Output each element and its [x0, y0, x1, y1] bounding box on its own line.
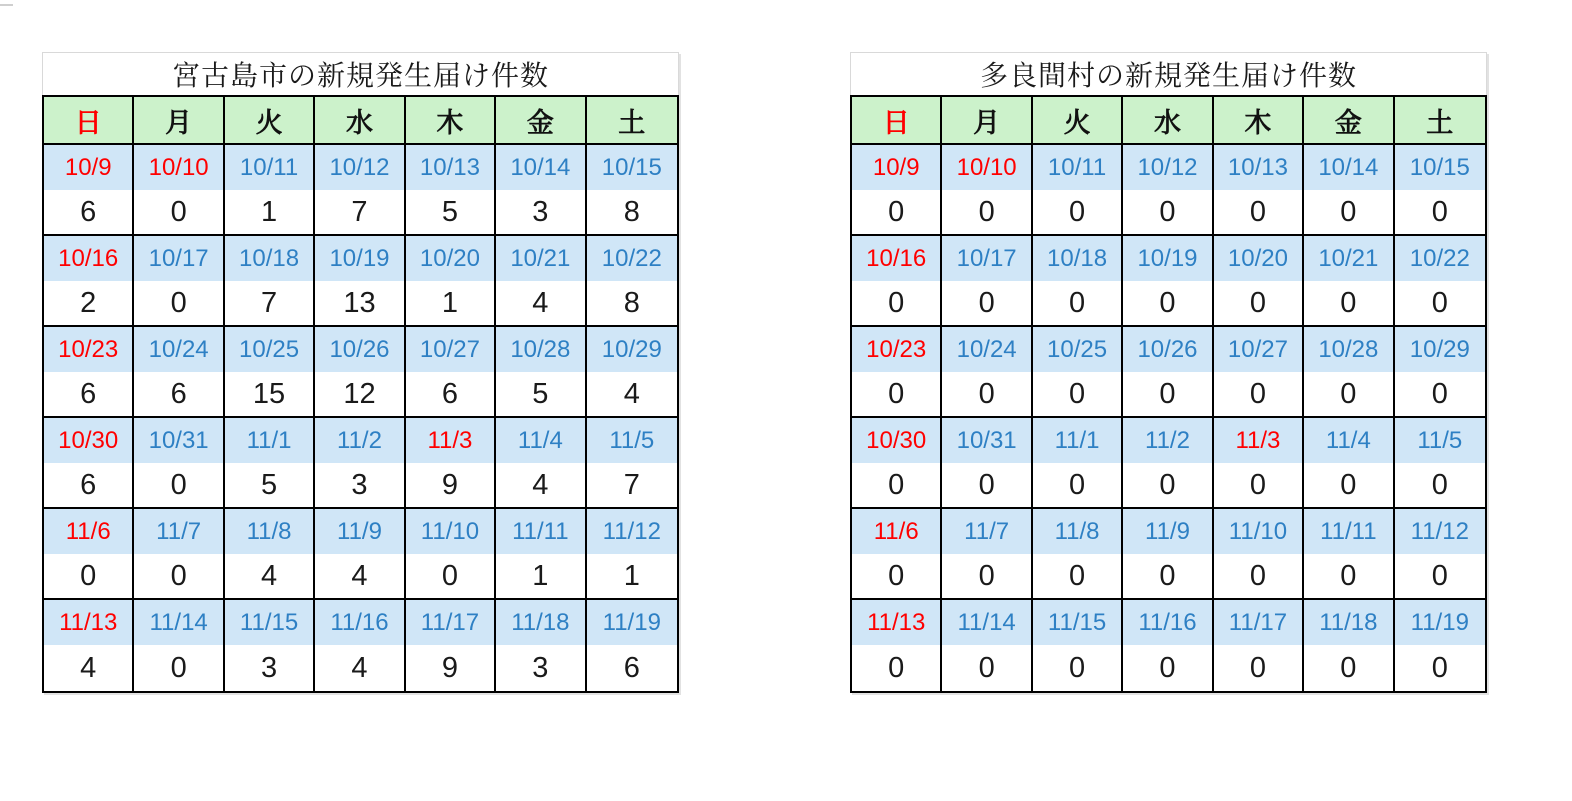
date-cell-10-9: 10/9 — [44, 145, 134, 190]
weekday-header-thu: 木 — [406, 97, 496, 145]
weekday-header-mon: 月 — [134, 97, 224, 145]
weekday-header-fri: 金 — [1304, 97, 1394, 145]
date-cell-11-19: 11/19 — [587, 600, 677, 645]
count-cell-10-11: 1 — [225, 190, 315, 236]
date-cell-11-10: 11/10 — [1214, 509, 1304, 554]
count-cell-11-13: 0 — [852, 645, 942, 691]
date-cell-11-12: 11/12 — [587, 509, 677, 554]
count-cell-10-25: 15 — [225, 372, 315, 418]
count-cell-10-14: 0 — [1304, 190, 1394, 236]
count-cell-11-8: 0 — [1033, 554, 1123, 600]
count-cell-10-20: 1 — [406, 281, 496, 327]
date-cell-10-26: 10/26 — [315, 327, 405, 372]
count-cell-10-14: 3 — [496, 190, 586, 236]
date-cell-11-16: 11/16 — [315, 600, 405, 645]
count-cell-11-5: 0 — [1395, 463, 1485, 509]
calendar-grid-tarama — [850, 95, 1487, 693]
date-cell-11-4: 11/4 — [496, 418, 586, 463]
count-cell-10-12: 7 — [315, 190, 405, 236]
date-cell-11-10: 11/10 — [406, 509, 496, 554]
date-cell-10-31: 10/31 — [942, 418, 1032, 463]
count-cell-10-30: 0 — [852, 463, 942, 509]
count-cell-11-7: 0 — [942, 554, 1032, 600]
count-cell-10-31: 0 — [134, 463, 224, 509]
date-cell-11-17: 11/17 — [406, 600, 496, 645]
count-cell-11-1: 0 — [1033, 463, 1123, 509]
date-cell-11-1: 11/1 — [1033, 418, 1123, 463]
date-cell-10-12: 10/12 — [315, 145, 405, 190]
count-cell-10-30: 6 — [44, 463, 134, 509]
count-cell-10-23: 0 — [852, 372, 942, 418]
count-cell-11-13: 4 — [44, 645, 134, 691]
count-cell-11-19: 6 — [623, 651, 640, 684]
weekday-header-mon: 月 — [942, 97, 1032, 145]
count-cell-10-29: 0 — [1395, 372, 1485, 418]
count-cell-10-17: 0 — [134, 281, 224, 327]
weekday-header-thu: 木 — [1214, 97, 1304, 145]
date-cell-11-18: 11/18 — [496, 600, 586, 645]
count-cell-11-14: 0 — [942, 645, 1032, 691]
date-cell-10-25: 10/25 — [225, 327, 315, 372]
date-cell-10-18: 10/18 — [1033, 236, 1123, 281]
date-cell-11-14: 11/14 — [134, 600, 224, 645]
calendar-table-miyakojima — [42, 52, 679, 693]
count-cell-10-16: 2 — [44, 281, 134, 327]
date-cell-11-7: 11/7 — [134, 509, 224, 554]
count-cell-10-19: 13 — [315, 281, 405, 327]
date-cell-11-11: 11/11 — [1304, 509, 1394, 554]
date-cell-11-8: 11/8 — [225, 509, 315, 554]
count-cell-11-16: 4 — [315, 645, 405, 691]
count-cell-10-10: 0 — [942, 190, 1032, 236]
count-cell-10-13: 5 — [406, 190, 496, 236]
count-cell-10-18: 0 — [1033, 281, 1123, 327]
count-cell-11-11: 1 — [496, 554, 586, 600]
count-cell-11-7: 0 — [134, 554, 224, 600]
count-cell-10-22: 8 — [587, 281, 677, 327]
date-cell-11-13: 11/13 — [44, 600, 134, 645]
count-cell-10-23: 6 — [44, 372, 134, 418]
date-cell-10-17: 10/17 — [942, 236, 1032, 281]
date-cell-10-22: 10/22 — [1395, 236, 1485, 281]
count-cell-10-10: 0 — [134, 190, 224, 236]
count-cell-10-15: 8 — [587, 190, 677, 236]
count-cell-10-26: 12 — [315, 372, 405, 418]
weekday-header-sat: 土 — [1395, 97, 1485, 145]
count-cell-10-11: 0 — [1033, 190, 1123, 236]
count-cell-11-2: 3 — [315, 463, 405, 509]
calendar-title-miyakojima: 宮古島市の新規発生届け件数 — [42, 52, 679, 95]
count-cell-10-27: 0 — [1214, 372, 1304, 418]
date-cell-10-22: 10/22 — [587, 236, 677, 281]
date-cell-10-23: 10/23 — [852, 327, 942, 372]
count-cell-11-3: 9 — [406, 463, 496, 509]
count-cell-11-18: 0 — [1304, 645, 1394, 691]
date-cell-10-23: 10/23 — [44, 327, 134, 372]
date-cell-10-28: 10/28 — [496, 327, 586, 372]
date-cell-11-6: 11/6 — [852, 509, 942, 554]
date-cell-11-19: 11/19 — [1395, 600, 1485, 645]
count-cell-10-31: 0 — [942, 463, 1032, 509]
count-cell-10-28: 5 — [496, 372, 586, 418]
count-cell-11-11: 0 — [1304, 554, 1394, 600]
date-cell-10-29: 10/29 — [1395, 327, 1485, 372]
date-cell-11-1: 11/1 — [225, 418, 315, 463]
date-cell-10-13: 10/13 — [406, 145, 496, 190]
date-cell-10-27: 10/27 — [1214, 327, 1304, 372]
count-cell-11-16: 0 — [1123, 645, 1213, 691]
date-cell-10-9: 10/9 — [852, 145, 942, 190]
weekday-header-sun: 日 — [44, 97, 134, 145]
count-cell-11-15: 0 — [1033, 645, 1123, 691]
date-cell-10-18: 10/18 — [225, 236, 315, 281]
date-cell-11-8: 11/8 — [1033, 509, 1123, 554]
count-cell-11-9: 4 — [315, 554, 405, 600]
count-cell-11-19: 0 — [1431, 651, 1448, 684]
count-cell-11-1: 5 — [225, 463, 315, 509]
date-cell-10-31: 10/31 — [134, 418, 224, 463]
weekday-header-tue: 火 — [225, 97, 315, 145]
date-cell-10-13: 10/13 — [1214, 145, 1304, 190]
count-cell-11-8: 4 — [225, 554, 315, 600]
date-cell-11-2: 11/2 — [1123, 418, 1213, 463]
date-cell-11-15: 11/15 — [1033, 600, 1123, 645]
date-cell-10-24: 10/24 — [942, 327, 1032, 372]
count-cell-10-25: 0 — [1033, 372, 1123, 418]
count-cell-11-2: 0 — [1123, 463, 1213, 509]
count-cell-11-15: 3 — [225, 645, 315, 691]
date-cell-10-14: 10/14 — [496, 145, 586, 190]
count-cell-11-10: 0 — [1214, 554, 1304, 600]
count-cell-10-26: 0 — [1123, 372, 1213, 418]
date-cell-10-25: 10/25 — [1033, 327, 1123, 372]
count-cell-11-6: 0 — [852, 554, 942, 600]
weekday-header-sat: 土 — [587, 97, 677, 145]
date-cell-11-14: 11/14 — [942, 600, 1032, 645]
date-cell-11-11: 11/11 — [496, 509, 586, 554]
date-cell-10-20: 10/20 — [1214, 236, 1304, 281]
date-cell-11-13: 11/13 — [852, 600, 942, 645]
date-cell-10-20: 10/20 — [406, 236, 496, 281]
calendar-table-tarama — [850, 52, 1487, 693]
date-cell-10-19: 10/19 — [1123, 236, 1213, 281]
count-cell-10-9: 6 — [44, 190, 134, 236]
date-cell-11-2: 11/2 — [315, 418, 405, 463]
date-cell-11-7: 11/7 — [942, 509, 1032, 554]
count-cell-11-6: 0 — [44, 554, 134, 600]
date-cell-10-24: 10/24 — [134, 327, 224, 372]
count-cell-11-9: 0 — [1123, 554, 1213, 600]
count-cell-10-17: 0 — [942, 281, 1032, 327]
count-cell-10-9: 0 — [852, 190, 942, 236]
count-cell-11-12: 1 — [587, 554, 677, 600]
count-cell-10-18: 7 — [225, 281, 315, 327]
weekday-header-fri: 金 — [496, 97, 586, 145]
date-cell-10-21: 10/21 — [496, 236, 586, 281]
date-cell-11-18: 11/18 — [1304, 600, 1394, 645]
date-cell-10-16: 10/16 — [852, 236, 942, 281]
calendar-title-tarama: 多良間村の新規発生届け件数 — [850, 52, 1487, 95]
date-cell-11-4: 11/4 — [1304, 418, 1394, 463]
date-cell-10-19: 10/19 — [315, 236, 405, 281]
count-cell-11-14: 0 — [134, 645, 224, 691]
date-cell-11-9: 11/9 — [315, 509, 405, 554]
date-cell-11-5: 11/5 — [587, 418, 677, 463]
screen-edge-artifact-line — [0, 4, 13, 6]
date-cell-10-10: 10/10 — [134, 145, 224, 190]
calendar-grid-miyakojima — [42, 95, 679, 693]
date-cell-11-17: 11/17 — [1214, 600, 1304, 645]
count-cell-10-15: 0 — [1395, 190, 1485, 236]
count-cell-11-17: 9 — [406, 645, 496, 691]
count-cell-10-20: 0 — [1214, 281, 1304, 327]
date-cell-10-11: 10/11 — [225, 145, 315, 190]
date-cell-10-21: 10/21 — [1304, 236, 1394, 281]
date-cell-10-10: 10/10 — [942, 145, 1032, 190]
count-cell-10-24: 6 — [134, 372, 224, 418]
count-cell-10-21: 0 — [1304, 281, 1394, 327]
count-cell-11-5: 7 — [587, 463, 677, 509]
count-cell-10-16: 0 — [852, 281, 942, 327]
count-cell-10-21: 4 — [496, 281, 586, 327]
weekday-header-wed: 水 — [1123, 97, 1213, 145]
date-cell-10-15: 10/15 — [1395, 145, 1485, 190]
count-cell-10-29: 4 — [587, 372, 677, 418]
date-cell-10-27: 10/27 — [406, 327, 496, 372]
count-cell-10-13: 0 — [1214, 190, 1304, 236]
date-cell-10-12: 10/12 — [1123, 145, 1213, 190]
date-cell-11-3: 11/3 — [1214, 418, 1304, 463]
weekday-header-sun: 日 — [852, 97, 942, 145]
count-cell-11-4: 0 — [1304, 463, 1394, 509]
date-cell-10-29: 10/29 — [587, 327, 677, 372]
date-cell-10-11: 10/11 — [1033, 145, 1123, 190]
count-cell-10-27: 6 — [406, 372, 496, 418]
count-cell-10-28: 0 — [1304, 372, 1394, 418]
date-cell-10-14: 10/14 — [1304, 145, 1394, 190]
date-cell-10-30: 10/30 — [852, 418, 942, 463]
date-cell-11-5: 11/5 — [1395, 418, 1485, 463]
count-cell-10-19: 0 — [1123, 281, 1213, 327]
date-cell-10-15: 10/15 — [587, 145, 677, 190]
date-cell-10-28: 10/28 — [1304, 327, 1394, 372]
date-cell-11-6: 11/6 — [44, 509, 134, 554]
date-cell-11-12: 11/12 — [1395, 509, 1485, 554]
date-cell-10-30: 10/30 — [44, 418, 134, 463]
date-cell-11-3: 11/3 — [406, 418, 496, 463]
date-cell-10-17: 10/17 — [134, 236, 224, 281]
count-cell-11-3: 0 — [1214, 463, 1304, 509]
count-cell-10-22: 0 — [1395, 281, 1485, 327]
count-cell-11-18: 3 — [496, 645, 586, 691]
count-cell-11-10: 0 — [406, 554, 496, 600]
count-cell-11-17: 0 — [1214, 645, 1304, 691]
date-cell-11-15: 11/15 — [225, 600, 315, 645]
weekday-header-wed: 水 — [315, 97, 405, 145]
count-cell-11-4: 4 — [496, 463, 586, 509]
date-cell-10-26: 10/26 — [1123, 327, 1213, 372]
count-cell-10-12: 0 — [1123, 190, 1213, 236]
date-cell-10-16: 10/16 — [44, 236, 134, 281]
date-cell-11-16: 11/16 — [1123, 600, 1213, 645]
date-cell-11-9: 11/9 — [1123, 509, 1213, 554]
count-cell-11-12: 0 — [1395, 554, 1485, 600]
count-cell-10-24: 0 — [942, 372, 1032, 418]
weekday-header-tue: 火 — [1033, 97, 1123, 145]
